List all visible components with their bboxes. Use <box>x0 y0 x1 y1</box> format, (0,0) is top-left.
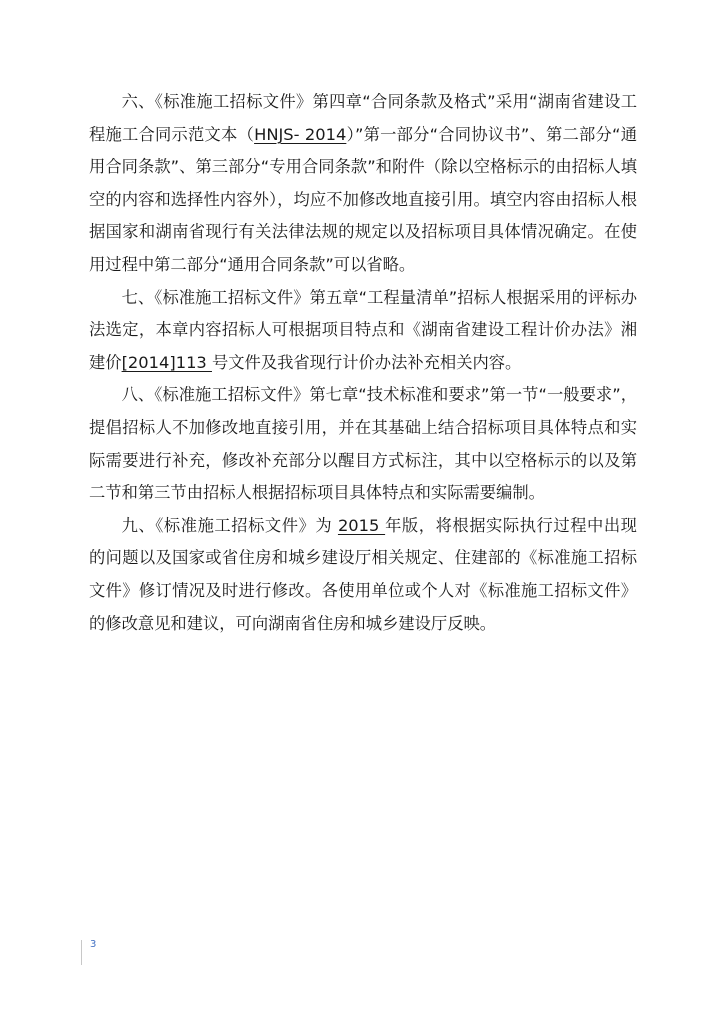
paragraph-seven-text-2: 号文件及我省现行计价办法补充相关内容。 <box>211 352 522 372</box>
paragraph-six-text-2: ）”第一部分“合同协议书”、第二部分“通用合同条款”、第三部分“专用合同条款”和附件（除以空格标示的由招标人填空的内容和选择性内容外），均应不加修改地直接引用。填空内容由招标人根据国家和湖南省现行有关法律法规的规定以及招标项目具体情况确定。在使用过程中第二部分“通用合同条款”可以省略。 <box>89 124 637 274</box>
page-number: 3 <box>90 939 97 950</box>
paragraph-eight <box>89 379 637 509</box>
paragraph-nine <box>89 510 637 640</box>
paragraph-six-text-1: 六、《标准施工招标文件》第四章“合同条款及格式”采用“湖南省建设工程施工合同示范文本（ <box>89 92 637 144</box>
paragraph-seven-document-number: [2014]113 <box>121 352 212 372</box>
paragraph-eight-text: 八、《标准施工招标文件》第七章“技术标准和要求”第一节“一般要求”，提倡招标人不加修改地直接引用，并在其基础上结合招标项目具体特点和实际需要进行补充，修改补充部分以醒目方式标注，其中以空格标示的以及第二节和第三节由招标人根据招标项目具体特点和实际需要编制。 <box>89 385 637 503</box>
paragraph-nine-text-2: 年版，将根据实际执行过程中出现的问题以及国家或省住房和城乡建设厅相关规定、住建部的《标准施工招标文件》修订情况及时进行修改。各使用单位或个人对《标准施工招标文件》的修改意见和建议，可向湖南省住房和城乡建设厅反映。 <box>89 515 637 633</box>
document-body <box>89 86 637 640</box>
paragraph-nine-text-1: 九、《标准施工招标文件》为 <box>121 515 338 535</box>
paragraph-seven <box>89 282 637 380</box>
paragraph-seven-text-1: 七、《标准施工招标文件》第五章“工程量清单”招标人根据采用的评标办法选定，本章内容招标人可根据项目特点和《湖南省建设工程计价办法》湘建价 <box>89 287 637 372</box>
paragraph-six-standard-code: HNJS- 2014 <box>254 124 347 144</box>
footer-divider <box>81 940 82 965</box>
paragraph-nine-edition-year: 2015 <box>337 515 386 535</box>
paragraph-six <box>89 86 637 282</box>
